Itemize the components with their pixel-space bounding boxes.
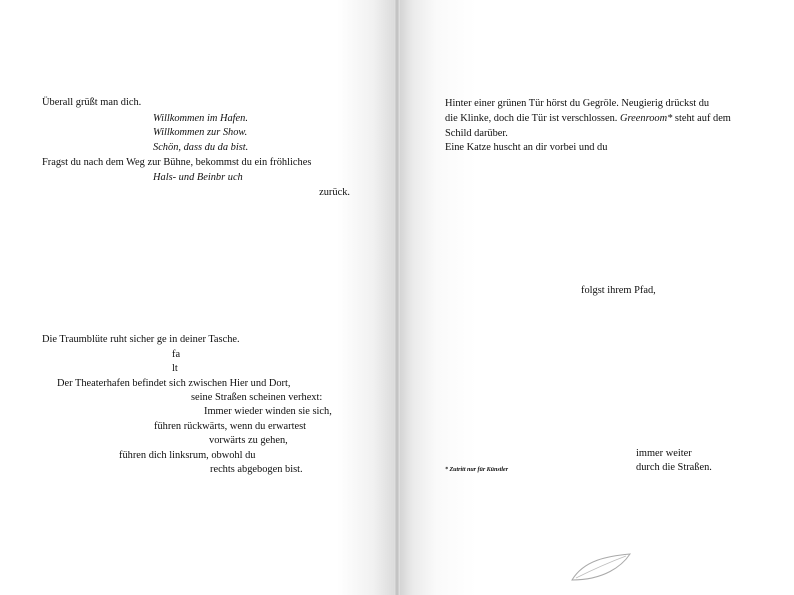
left-line-7: seine Straßen scheinen verhext: xyxy=(191,392,323,403)
word-lt: lt xyxy=(172,363,178,374)
right-line-2-start: die Klinke, doch die Tür ist verschlossen. xyxy=(445,113,620,124)
right-line-4: Eine Katze huscht an dir vorbei und du xyxy=(445,142,608,153)
left-line-12: rechts abgebogen bist. xyxy=(210,464,303,475)
right-line-2 xyxy=(445,112,731,126)
left-line-3: Hals- und Beinbr uch xyxy=(153,172,243,183)
right-line-3: Schild darüber. xyxy=(445,128,508,139)
right-line-6: immer weiter xyxy=(636,448,692,459)
left-line-1: Überall grüßt man dich. xyxy=(42,97,142,108)
greeting-hafen: Willkommen im Hafen. xyxy=(153,113,248,124)
left-line-11: führen dich linksrum, obwohl du xyxy=(119,450,256,461)
left-line-2: Fragst du nach dem Weg zur Bühne, bekommst du ein fröhliches xyxy=(42,157,312,168)
left-line-4: zurück. xyxy=(319,187,350,198)
leaf-icon xyxy=(570,552,632,584)
left-line-9: führen rückwärts, wenn du erwartest xyxy=(154,421,307,432)
left-line-10: vorwärts zu gehen, xyxy=(209,435,288,446)
book-gutter xyxy=(394,0,400,595)
left-line-5: Die Traumblüte ruht sicher ge in deiner Tasche. xyxy=(42,334,240,345)
left-line-8: Immer wieder winden sie sich, xyxy=(204,406,332,417)
greeting-show: Willkommen zur Show. xyxy=(153,127,248,138)
right-line-7: durch die Straßen. xyxy=(636,462,712,473)
footnote: * Zutritt nur für Künstler xyxy=(445,467,509,473)
greeting-welcome: Schön, dass du da bist. xyxy=(153,142,249,153)
right-line-2-end: steht auf dem xyxy=(672,113,731,124)
left-line-6: Der Theaterhafen befindet sich zwischen Hier und Dort, xyxy=(57,378,291,389)
right-line-5: folgst ihrem Pfad, xyxy=(581,285,656,296)
greenroom-word: Greenroom* xyxy=(619,113,673,124)
word-fa: fa xyxy=(172,349,181,360)
right-line-1: Hinter einer grünen Tür hörst du Gegröle. Neugierig drückst du xyxy=(445,98,710,109)
